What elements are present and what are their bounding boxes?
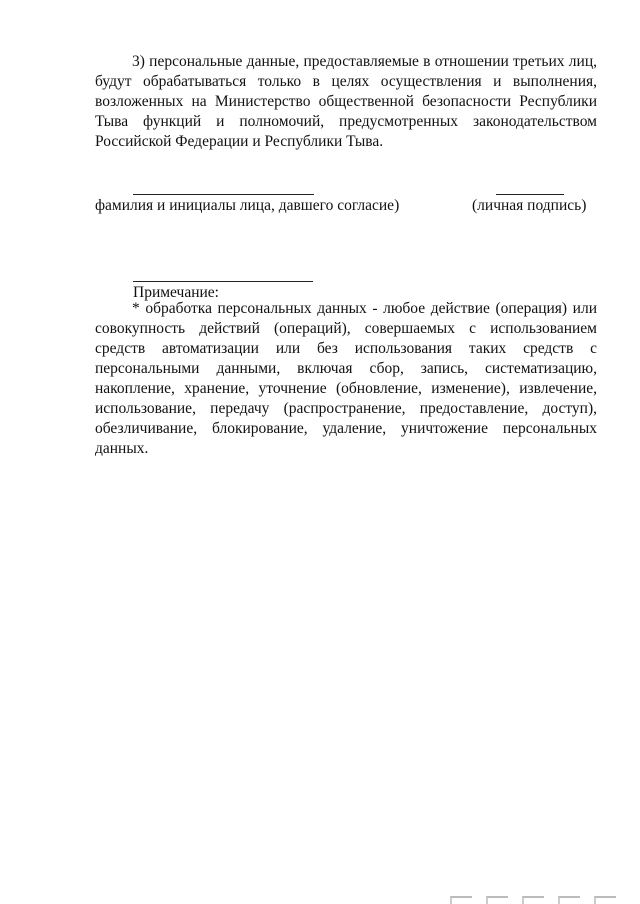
note-text: * обработка персональных данных - любое действие (операция) или совокупность действий (операций), совершаемых с использованием средств автоматизации или без использования таких средств с персональными данными, включая сбор, запись, систематизацию, накопление, хранение, уточнение (обновление, изменение), извлечение, использование, передачу (распространение, предоставление, доступ), обезличивание, блокирование, удаление, уничтожение персональных данных. <box>95 300 597 457</box>
note-heading: Примечание: <box>133 284 219 301</box>
personal-signature-line <box>496 194 564 195</box>
signature-caption: (личная подпись) <box>472 197 587 214</box>
scan-edge-marks <box>450 892 640 904</box>
note-separator-line <box>133 281 313 282</box>
consent-item-3: 3) персональные данные, предоставляемые в отношении третьих лиц, будут обрабатываться только в целях осуществления и выполнения, возложенных на Министерство общественной безопасности Республики Тыва функций и полномочий, предусмотренных законодательством Российской Федерации и Республики Тыва. <box>95 53 597 150</box>
name-caption: фамилия и инициалы лица, давшего согласие) <box>95 197 400 214</box>
name-signature-line <box>133 194 314 195</box>
